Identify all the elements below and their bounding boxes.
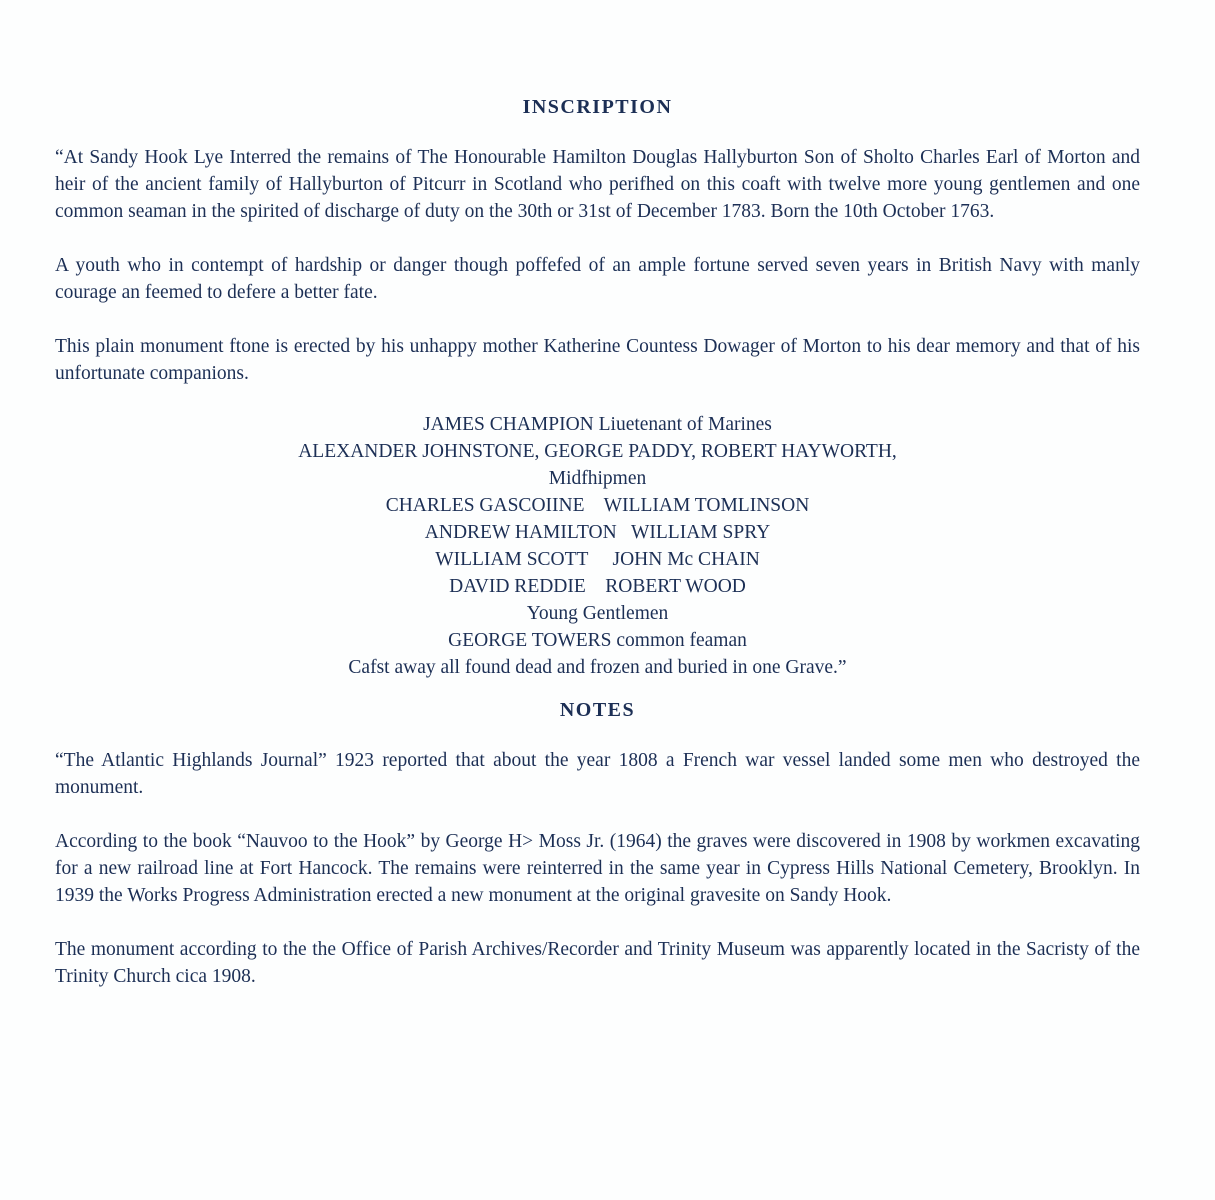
notes-paragraph: According to the book “Nauvoo to the Hook” by George H> Moss Jr. (1964) the graves were discovered in 1908 by workmen excavating for a new railroad line at Fort Hancock. The remains were reinterred in the same year in Cypress Hills National Cemetery, Brooklyn. In 1939 the Works Progress Administration erected a new monument at the original gravesite on Sandy Hook. <box>55 831 1140 906</box>
companion-line: ALEXANDER JOHNSTONE, GEORGE PADDY, ROBERT HAYWORTH, <box>298 441 897 462</box>
companion-line: WILLIAM SCOTT JOHN Mc CHAIN <box>435 549 760 570</box>
notes-heading: NOTES <box>559 699 636 721</box>
companion-line: Young Gentlemen <box>526 603 669 624</box>
companions-list <box>55 411 1140 681</box>
inscription-paragraph: A youth who in contempt of hardship or danger though poffefed of an ample fortune served seven years in British Navy with manly courage an feemed to defere a better fate. <box>55 255 1140 303</box>
companion-line: JAMES CHAMPION Liuetenant of Marines <box>423 414 772 435</box>
companion-line: CHARLES GASCOIINE WILLIAM TOMLINSON <box>385 495 810 516</box>
inscription-heading: INSCRIPTION <box>522 96 673 118</box>
companion-line: Midfhipmen <box>548 468 647 489</box>
companion-line: Cafst away all found dead and frozen and buried in one Grave.” <box>348 657 847 678</box>
companion-line: GEORGE TOWERS common feaman <box>448 630 747 651</box>
companion-line: DAVID REDDIE ROBERT WOOD <box>449 576 746 597</box>
companion-line: ANDREW HAMILTON WILLIAM SPRY <box>424 522 771 543</box>
notes-paragraph: “The Atlantic Highlands Journal” 1923 reported that about the year 1808 a French war vessel landed some men who destroyed the monument. <box>55 750 1140 798</box>
document-page <box>55 96 1140 990</box>
inscription-paragraph: “At Sandy Hook Lye Interred the remains of The Honourable Hamilton Douglas Hallyburton Son of Sholto Charles Earl of Morton and heir of the ancient family of Hallyburton of Pitcurr in Scotland who perifhed on this coaft with twelve more young gentlemen and one common seaman in the spirited of discharge of duty on the 30th or 31st of December 1783. Born the 10th October 1763. <box>55 147 1140 222</box>
notes-paragraph: The monument according to the the Office of Parish Archives/Recorder and Trinity Museum was apparently located in the Sacristy of the Trinity Church cica 1908. <box>55 939 1140 987</box>
inscription-paragraph: This plain monument ftone is erected by his unhappy mother Katherine Countess Dowager of Morton to his dear memory and that of his unfortunate companions. <box>55 336 1140 384</box>
